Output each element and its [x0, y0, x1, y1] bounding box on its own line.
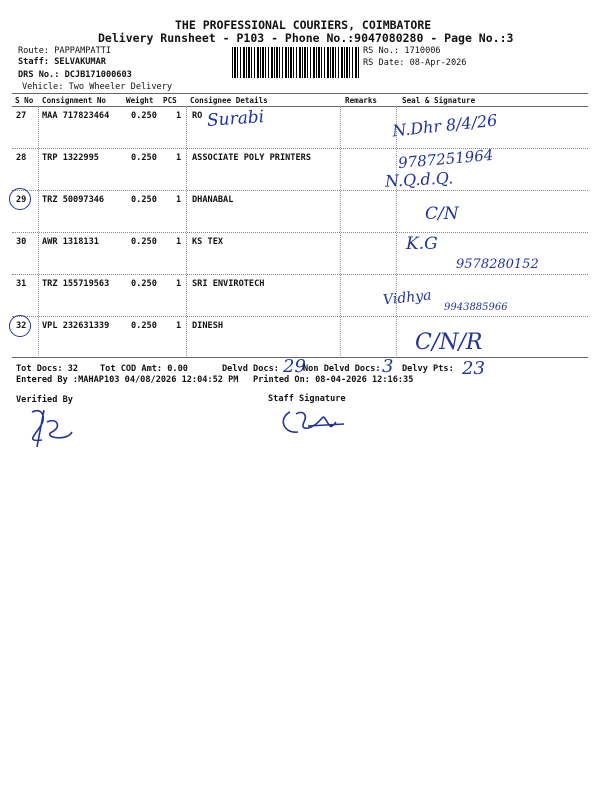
row-28-consignee: ASSOCIATE POLY PRINTERS — [192, 153, 311, 163]
row-30-consignee: KS TEX — [192, 237, 224, 247]
col-weight: Weight — [126, 96, 154, 105]
row-30-consignment: AWR 1318131 — [42, 237, 99, 247]
row-27-sno: 27 — [16, 111, 27, 121]
staff-signature — [278, 404, 348, 440]
staff-signature-label: Staff Signature — [268, 394, 346, 404]
entered-by: Entered By :MAHAP103 04/08/2026 12:04:52 PM — [16, 375, 239, 385]
drs-number: DRS No.: DCJB171000603 — [18, 70, 132, 80]
row-31-consignment: TRZ 155719563 — [42, 279, 110, 289]
row-29-sno: 29 — [16, 195, 27, 205]
row-30-signature: K.G — [406, 234, 438, 254]
total-cod-amount: Tot COD Amt: 0.00 — [100, 364, 188, 374]
row-28-weight: 0.250 — [131, 153, 157, 163]
row-31-pcs: 1 — [176, 279, 182, 289]
col-divider — [340, 106, 341, 356]
row-divider — [12, 274, 588, 275]
row-30-phone: 9578280152 — [456, 257, 539, 272]
row-30-pcs: 1 — [176, 237, 182, 247]
staff-label: Staff: SELVAKUMAR — [18, 57, 106, 67]
printed-on: Printed On: 08-04-2026 12:16:35 — [253, 375, 414, 385]
row-divider — [12, 316, 588, 317]
delivered-docs-value: 29 — [283, 356, 306, 377]
runsheet-title: Delivery Runsheet - P103 - Phone No.:9047080280 - Page No.:3 — [98, 31, 514, 45]
row-29-pcs: 1 — [176, 195, 182, 205]
row-28-signature: N.Q.d.Q. — [384, 168, 454, 191]
barcode — [232, 47, 360, 78]
row-29-consignment: TRZ 50097346 — [42, 195, 105, 205]
row-30-sno: 30 — [16, 237, 27, 247]
row-30-weight: 0.250 — [131, 237, 157, 247]
row-29-weight: 0.250 — [131, 195, 157, 205]
col-remarks: Remarks — [345, 96, 378, 105]
row-28-phone: 9787251964 — [397, 145, 495, 173]
row-32-note: C/N/R — [415, 330, 483, 355]
row-32-consignment: VPL 232631339 — [42, 321, 110, 331]
delivered-docs-label: Delvd Docs: — [222, 364, 279, 374]
row-29-consignee: DHANABAL — [192, 195, 234, 205]
row-28-consignment: TRP 1322995 — [42, 153, 99, 163]
row-27-handwritten-name: Surabi — [206, 107, 265, 131]
row-28-sno: 28 — [16, 153, 27, 163]
col-consignment: Consignment No — [42, 96, 107, 105]
row-29-note: C/N — [425, 204, 459, 224]
col-seal: Seal & Signature — [402, 96, 476, 105]
header-top-rule — [12, 93, 588, 94]
rs-date: RS Date: 08-Apr-2026 — [363, 58, 467, 68]
delivery-points-value: 23 — [462, 358, 485, 379]
rs-number: RS No.: 1710006 — [363, 46, 441, 56]
col-consignee: Consignee Details — [190, 96, 268, 105]
non-delivered-docs-value: 3 — [382, 356, 394, 377]
vehicle-label: Vehicle: Two Wheeler Delivery — [22, 82, 173, 92]
col-divider — [38, 106, 39, 356]
non-delivered-docs-label: Non Delvd Docs: — [303, 364, 381, 374]
company-title: THE PROFESSIONAL COURIERS, COIMBATORE — [175, 18, 432, 32]
row-32-weight: 0.250 — [131, 321, 157, 331]
col-sno: S No — [15, 96, 34, 105]
verified-by-label: Verified By — [16, 395, 73, 405]
row-31-phone: 9943885966 — [444, 302, 508, 313]
col-divider — [396, 106, 397, 356]
row-divider — [12, 190, 588, 191]
route-label: Route: PAPPAMPATTI — [18, 46, 112, 56]
header-bottom-rule — [12, 106, 588, 107]
row-27-pcs: 1 — [176, 111, 182, 121]
row-31-weight: 0.250 — [131, 279, 157, 289]
col-pcs: PCS — [163, 96, 177, 105]
total-docs: Tot Docs: 32 — [16, 364, 79, 374]
row-27-consignee: RO — [192, 111, 203, 121]
row-32-pcs: 1 — [176, 321, 182, 331]
verifier-signature — [22, 402, 82, 452]
row-27-weight: 0.250 — [131, 111, 157, 121]
row-32-consignee: DINESH — [192, 321, 224, 331]
row-27-consignment: MAA 717823464 — [42, 111, 110, 121]
row-27-signature: N.Dhr 8/4/26 — [391, 110, 499, 141]
row-32-sno: 32 — [16, 321, 27, 331]
delivery-points-label: Delvy Pts: — [402, 364, 454, 374]
row-31-signature: Vidhya — [382, 287, 433, 309]
row-31-consignee: SRI ENVIROTECH — [192, 279, 265, 289]
row-divider — [12, 148, 588, 149]
row-divider — [12, 232, 588, 233]
col-divider — [186, 106, 187, 356]
row-31-sno: 31 — [16, 279, 27, 289]
row-28-pcs: 1 — [176, 153, 182, 163]
